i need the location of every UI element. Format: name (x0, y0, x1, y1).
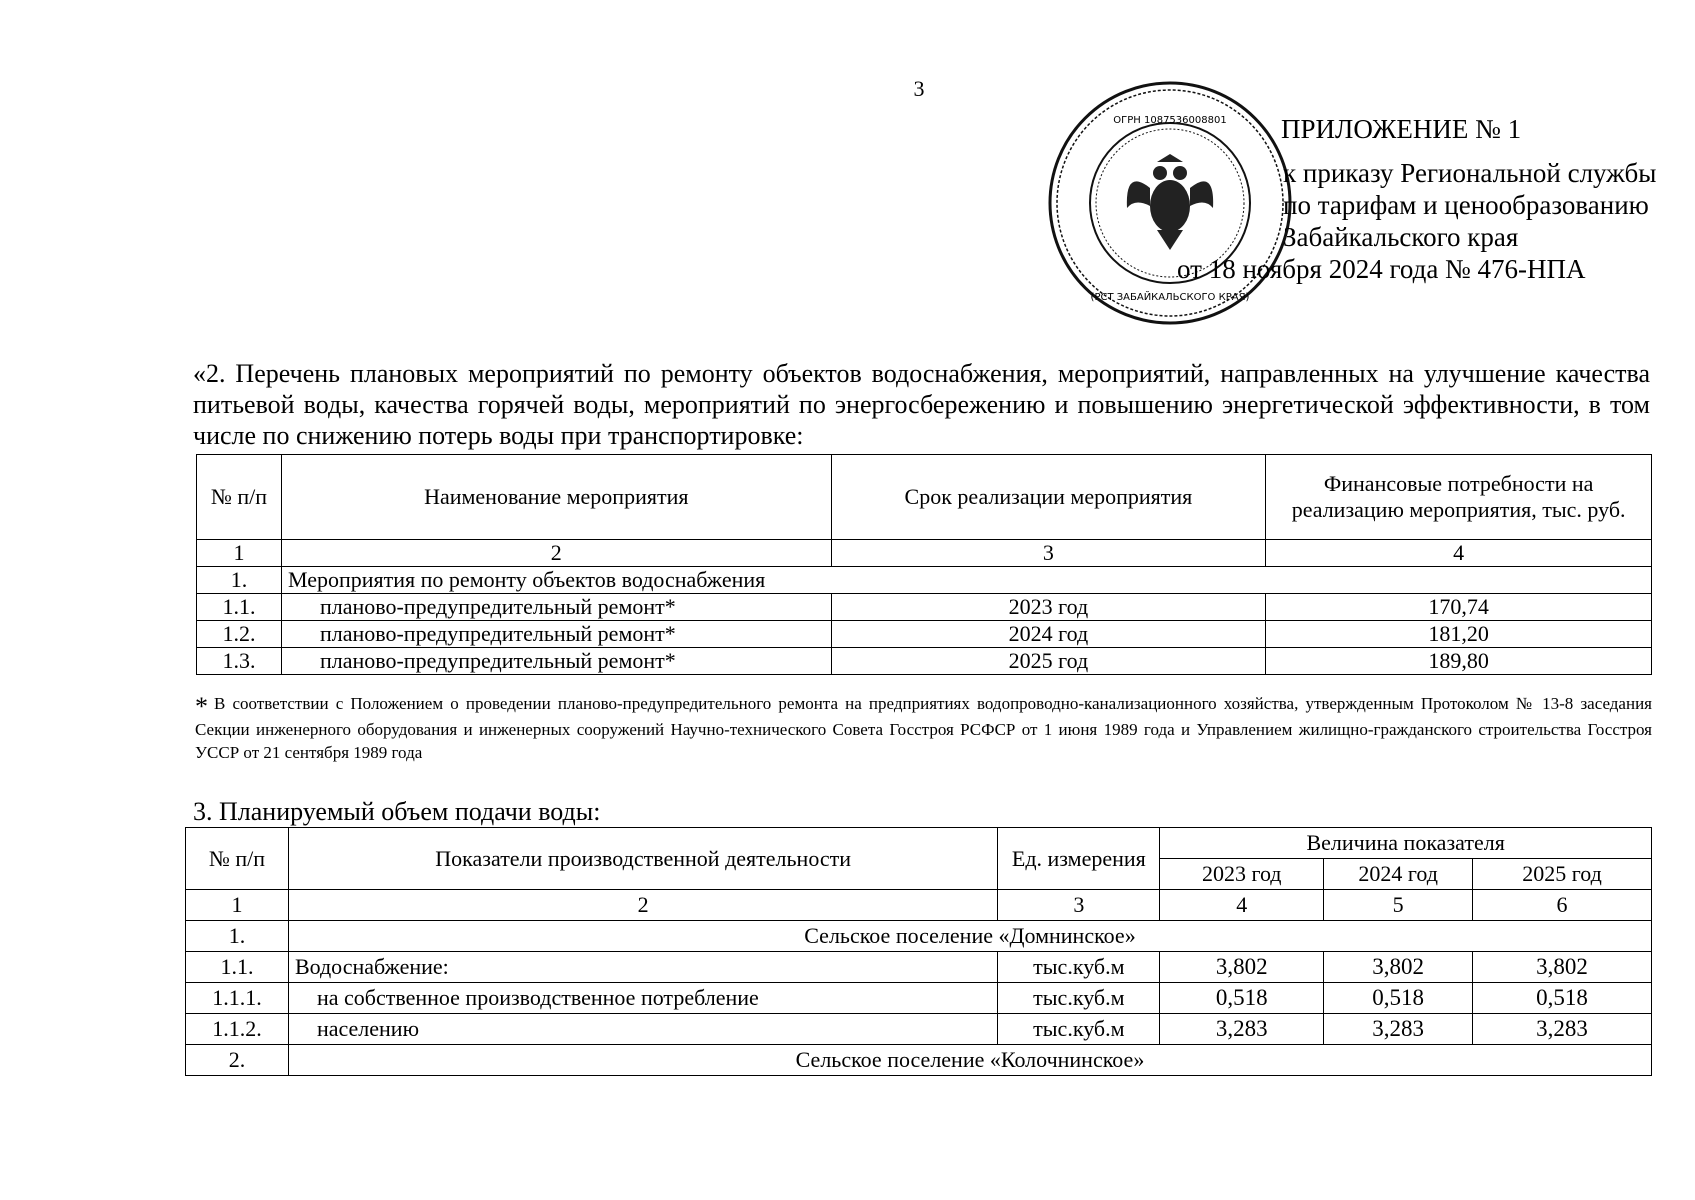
header-year-2023: 2023 год (1160, 859, 1324, 890)
section3-title: 3. Планируемый объем подачи воды: (193, 797, 601, 826)
col-number: 4 (1160, 890, 1324, 921)
settlement-row (186, 1045, 1652, 1076)
settlement-name: Сельское поселение «Колочнинское» (288, 1045, 1651, 1076)
row-unit: тыс.куб.м (998, 1014, 1160, 1045)
header-year-2024: 2024 год (1324, 859, 1473, 890)
seal-inner-text: (РСТ ЗАБАЙКАЛЬСКОГО КРАЯ) (1090, 292, 1250, 303)
appendix-header (1177, 113, 1657, 285)
section2-title: «2. Перечень плановых мероприятий по ремонту объектов водоснабжения, мероприятий, направленных на улучшение качества питьевой воды, качества горячей воды, мероприятий по энергосбережению и повышению энергетической эффективности, в том числе по снижению потерь воды при транспортировке: (193, 359, 1650, 450)
row-unit: тыс.куб.м (998, 952, 1160, 983)
water-supply-table (185, 827, 1652, 1076)
table-row (197, 648, 1652, 675)
footnote-text: В соответствии с Положением о проведении планово-предупредительного ремонта на предприятиях водопроводно-канализационного хозяйства, утвержденным Протоколом № 13-8 заседания Секции инженерного оборудования и инженерных сооружений Научно-технического Совета Госстроя РСФСР от 1 июня 1989 года и Управлением жилищно-гражданского строительства Госстроя УССР от 21 сентября 1989 года (195, 694, 1652, 762)
header-num: № п/п (197, 455, 282, 540)
header-line-2: по тарифам и ценообразованию (1283, 190, 1649, 220)
row-value-2024: 0,518 (1324, 983, 1473, 1014)
table-row (197, 594, 1652, 621)
row-num: 1.3. (197, 648, 282, 675)
header-line-1: к приказу Региональной службы (1283, 158, 1657, 188)
row-name: на собственное производственное потребление (288, 983, 997, 1014)
row-cost: 189,80 (1266, 648, 1652, 675)
col-number: 3 (998, 890, 1160, 921)
col-number: 6 (1473, 890, 1652, 921)
group-row (197, 567, 1652, 594)
col-number: 2 (281, 540, 831, 567)
column-number-row (197, 540, 1652, 567)
header-unit: Ед. измерения (998, 828, 1160, 890)
table-row (197, 621, 1652, 648)
col-number: 2 (288, 890, 997, 921)
row-name: планово-предупредительный ремонт* (281, 621, 831, 648)
row-value-2025: 0,518 (1473, 983, 1652, 1014)
row-unit: тыс.куб.м (998, 983, 1160, 1014)
row-value-2025: 3,283 (1473, 1014, 1652, 1045)
seal-ogrn: ОГРН 1087536008801 (1113, 115, 1227, 126)
row-name: Водоснабжение: (288, 952, 997, 983)
table-header-row (186, 828, 1652, 859)
col-number: 5 (1324, 890, 1473, 921)
footnote-star: * (195, 692, 208, 721)
row-value-2025: 3,802 (1473, 952, 1652, 983)
settlement-name: Сельское поселение «Домнинское» (288, 921, 1651, 952)
settlement-row (186, 921, 1652, 952)
row-num: 1.1. (197, 594, 282, 621)
header-cost: Финансовые потребности на реализацию мероприятия, тыс. руб. (1266, 455, 1652, 540)
row-name: населению (288, 1014, 997, 1045)
col-number: 1 (186, 890, 289, 921)
header-indicator: Показатели производственной деятельности (288, 828, 997, 890)
repair-measures-table (196, 454, 1652, 675)
row-term: 2023 год (831, 594, 1266, 621)
appendix-title: ПРИЛОЖЕНИЕ № 1 (1281, 114, 1522, 144)
settlement-num: 1. (186, 921, 289, 952)
table-row (186, 983, 1652, 1014)
row-name: планово-предупредительный ремонт* (281, 648, 831, 675)
header-num: № п/п (186, 828, 289, 890)
page-number: 3 (913, 76, 925, 101)
col-number: 3 (831, 540, 1266, 567)
col-number: 1 (197, 540, 282, 567)
header-value-group: Величина показателя (1160, 828, 1652, 859)
group-label: Мероприятия по ремонту объектов водоснабжения (281, 567, 1651, 594)
column-number-row (186, 890, 1652, 921)
footnote (195, 692, 1652, 764)
header-year-2025: 2025 год (1473, 859, 1652, 890)
row-value-2023: 3,283 (1160, 1014, 1324, 1045)
row-value-2023: 3,802 (1160, 952, 1324, 983)
col-number: 4 (1266, 540, 1652, 567)
row-num: 1.1. (186, 952, 289, 983)
row-num: 1.1.1. (186, 983, 289, 1014)
row-num: 1.1.2. (186, 1014, 289, 1045)
row-value-2024: 3,802 (1324, 952, 1473, 983)
row-cost: 170,74 (1266, 594, 1652, 621)
settlement-num: 2. (186, 1045, 289, 1076)
row-name: планово-предупредительный ремонт* (281, 594, 831, 621)
table-row (186, 952, 1652, 983)
row-value-2024: 3,283 (1324, 1014, 1473, 1045)
row-term: 2024 год (831, 621, 1266, 648)
group-num: 1. (197, 567, 282, 594)
row-cost: 181,20 (1266, 621, 1652, 648)
header-line-3: Забайкальского края (1283, 222, 1519, 252)
row-num: 1.2. (197, 621, 282, 648)
table-header-row (197, 455, 1652, 540)
row-term: 2025 год (831, 648, 1266, 675)
header-name: Наименование мероприятия (281, 455, 831, 540)
row-value-2023: 0,518 (1160, 983, 1324, 1014)
header-term: Срок реализации мероприятия (831, 455, 1266, 540)
header-line-4: от 18 ноября 2024 года № 476-НПА (1177, 254, 1586, 284)
table-row (186, 1014, 1652, 1045)
